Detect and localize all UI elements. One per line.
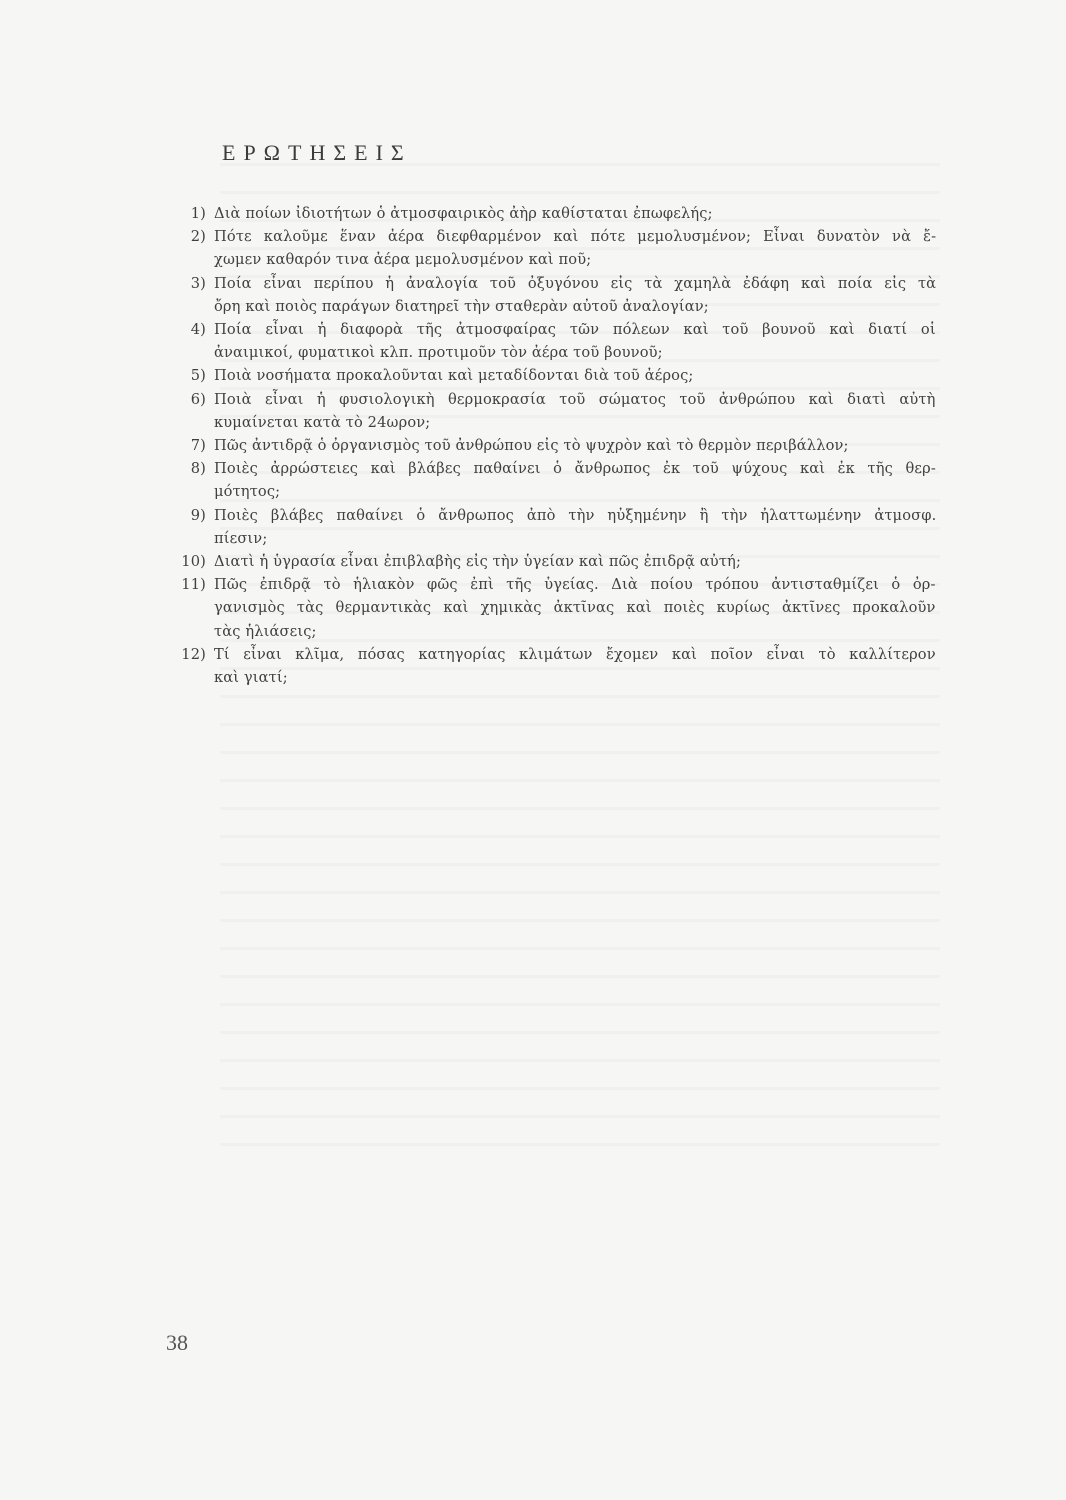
question-text-line: Τί εἶναι κλῖμα, πόσας κατηγορίας κλιμάτων ἔχομεν καὶ ποῖον εἶναι τὸ καλλίτερον xyxy=(214,645,936,663)
question-text-line: Ποία εἶναι περίπου ἡ ἀναλογία τοῦ ὀξυγόνου εἰς τὰ χαμηλὰ ἐδάφη καὶ ποία εἰς τὰ xyxy=(214,274,937,292)
question-text xyxy=(208,318,936,364)
question-text-line: Ποία εἶναι ἡ διαφορὰ τῆς ἀτμοσφαίρας τῶν πόλεων καὶ τοῦ βουνοῦ καὶ διατί οἱ xyxy=(214,321,936,339)
question-number: 5) xyxy=(190,367,206,385)
question-number: 12) xyxy=(181,645,206,663)
question-text xyxy=(208,388,936,434)
question-text-line: καὶ γιατί; xyxy=(214,669,288,687)
question-text-line: Ποιὰ νοσήματα προκαλοῦνται καὶ μεταδίδονται διὰ τοῦ ἀέρος; xyxy=(214,367,694,385)
question-list xyxy=(166,202,936,689)
question-item xyxy=(166,457,936,503)
question-item xyxy=(166,272,936,318)
question-number: 2) xyxy=(190,228,206,246)
question-number: 10) xyxy=(181,553,206,571)
question-text xyxy=(208,504,936,550)
question-text-line: Ποιὲς βλάβες παθαίνει ὁ ἄνθρωπος ἀπὸ τὴν ηὐξημένην ἢ τὴν ἠλαττωμένην ἀτμοσφ. xyxy=(214,506,937,524)
question-item xyxy=(166,364,936,387)
page-heading: ΕΡΩΤΗΣΕΙΣ xyxy=(222,140,412,165)
question-text-line: τὰς ἡλιάσεις; xyxy=(214,622,317,640)
question-text-line: Διὰ ποίων ἰδιοτήτων ὁ ἀτμοσφαιρικὸς ἀὴρ καθίσταται ἐπωφελής; xyxy=(214,205,713,222)
question-item xyxy=(166,388,936,434)
question-text-line: πίεσιν; xyxy=(214,529,268,547)
question-number: 9) xyxy=(190,506,206,524)
question-text-line: μότητος; xyxy=(214,483,281,501)
question-text xyxy=(208,457,936,503)
question-text-line: Ποιὲς ἀρρώστειες καὶ βλάβες παθαίνει ὁ ἄνθρωπος ἐκ τοῦ ψύχους καὶ ἐκ τῆς θερ- xyxy=(214,460,936,478)
question-number: 6) xyxy=(190,390,206,408)
question-text xyxy=(208,550,936,573)
question-text xyxy=(208,434,936,457)
question-item xyxy=(166,318,936,364)
question-number: 8) xyxy=(190,460,206,478)
question-number: 1) xyxy=(190,205,206,222)
question-number: 4) xyxy=(190,321,206,339)
question-item xyxy=(166,643,936,689)
question-text-line: κυμαίνεται κατὰ τὸ 24ωρον; xyxy=(214,413,431,431)
question-text-line: γανισμὸς τὰς θερμαντικὰς καὶ χημικὰς ἀκτῖνας καὶ ποιὲς κυρίως ἀκτῖνες προκαλοῦν xyxy=(214,599,936,617)
question-text-line: ἀναιμικοί, φυματικοὶ κλπ. προτιμοῦν τὸν ἀέρα τοῦ βουνοῦ; xyxy=(214,344,663,362)
question-item xyxy=(166,434,936,457)
question-item xyxy=(166,550,936,573)
question-number: 7) xyxy=(190,437,206,455)
question-text xyxy=(208,364,936,387)
question-text-line: Πῶς ἀντιδρᾷ ὁ ὀργανισμὸς τοῦ ἀνθρώπου εἰς τὸ ψυχρὸν καὶ τὸ θερμὸν περιβάλλον; xyxy=(214,437,849,455)
question-item xyxy=(166,225,936,271)
question-text-line: Πότε καλοῦμε ἕναν ἀέρα διεφθαρμένον καὶ πότε μεμολυσμένον; Εἶναι δυνατὸν νὰ ἔ- xyxy=(214,228,937,246)
question-item xyxy=(166,504,936,550)
question-text-line: Πῶς ἐπιδρᾷ τὸ ἡλιακὸν φῶς ἐπὶ τῆς ὑγείας. Διὰ ποίου τρόπου ἀντισταθμίζει ὁ ὀρ- xyxy=(214,576,936,594)
question-text xyxy=(208,225,936,271)
question-text-line: χωμεν καθαρόν τινα ἀέρα μεμολυσμένον καὶ ποῦ; xyxy=(214,251,592,269)
question-item xyxy=(166,573,936,643)
question-item xyxy=(166,202,936,225)
question-number: 3) xyxy=(190,274,206,292)
question-text xyxy=(208,643,936,689)
question-text-line: Ποιὰ εἶναι ἡ φυσιολογικὴ θερμοκρασία τοῦ σώματος τοῦ ἀνθρώπου καὶ διατὶ αὐτὴ xyxy=(214,390,936,408)
question-text-line: Διατὶ ἡ ὑγρασία εἶναι ἐπιβλαβὴς εἰς τὴν ὑγείαν καὶ πῶς ἐπιδρᾷ αὐτή; xyxy=(214,553,742,571)
question-text xyxy=(208,272,936,318)
question-text-line: ὄρη καὶ ποιὸς παράγων διατηρεῖ τὴν σταθερὰν αὐτοῦ ἀναλογίαν; xyxy=(214,297,709,315)
question-number: 11) xyxy=(181,576,206,594)
question-text xyxy=(208,573,936,643)
page-number: 38 xyxy=(166,1330,188,1355)
question-text xyxy=(208,202,936,225)
